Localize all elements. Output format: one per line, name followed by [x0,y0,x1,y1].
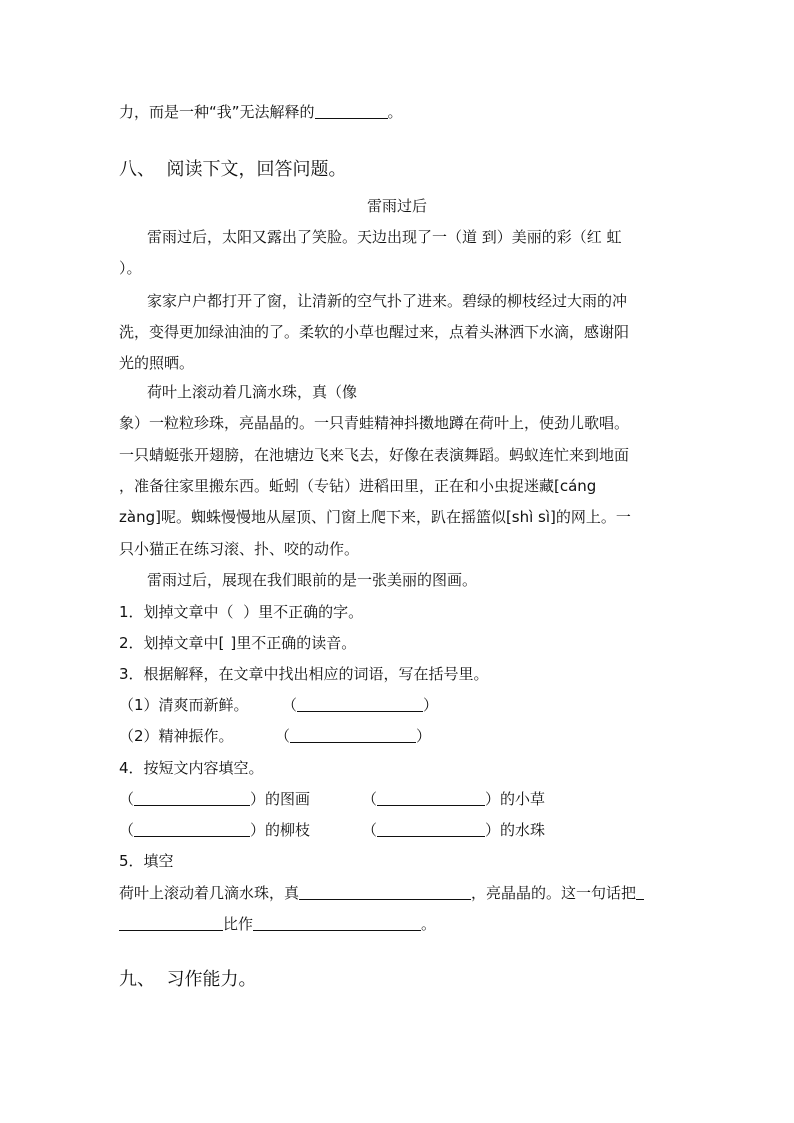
fill-label: 的柳枝 [265,821,311,839]
answer-blank[interactable] [290,727,416,743]
answer-paren [275,726,431,746]
answer-blank[interactable] [315,103,388,119]
right-paren: ） [485,790,501,808]
q5-text-end: 。 [421,915,437,933]
paragraph-2-line-2: 洗，变得更加绿油油的了。柔软的小草也醒过来，点着头淋洒下水滴，感谢阳 [119,323,630,341]
paragraph-3-line-5: zàng]呢。蜘蛛慢慢地从屋顶、门窗上爬下来，趴在摇篮似[shì sì]的网上。一 [119,508,631,526]
section-8-heading: 八、 阅读下文，回答问题。 [119,159,347,180]
answer-paren [282,695,438,715]
answer-blank[interactable] [636,884,644,900]
answer-blank[interactable] [377,790,485,806]
question-4: 4．按短文内容填空。 [119,759,264,777]
paragraph-2-line-3: 光的照晒。 [119,354,195,372]
paragraph-1-line-2: ）。 [119,259,142,277]
question-2-text: 2．划掉文章中[ [119,634,225,652]
answer-blank[interactable] [377,821,485,837]
paragraph-3-line-6: 只小猫正在练习滚、扑、咬的动作。 [119,540,360,558]
left-paren: （ [282,696,298,714]
paragraph-1-line-1: 雷雨过后，太阳又露出了笑脸。天边出现了一（道 到）美丽的彩（红 虹 [147,228,622,246]
fill-row-1-right [362,789,545,809]
paragraph-3-line-4: ，准备往家里搬东西。蚯蚓（专钻）进稻田里，正在和小虫捉迷藏[cáng [119,477,597,495]
question-2-text-end: ]里不正确的读音。 [230,634,357,652]
left-paren: （ [362,790,378,808]
fill-label: 的小草 [500,790,546,808]
continued-line [119,102,403,122]
fill-row-1 [119,789,310,809]
question-1: 1．划掉文章中（ ）里不正确的字。 [119,603,364,621]
q5-text-mid: ，亮晶晶的。这一句话把 [471,884,637,902]
fill-row-2 [119,820,310,840]
right-paren: ） [423,696,439,714]
paragraph-4: 雷雨过后，展现在我们眼前的是一张美丽的图画。 [147,571,478,589]
answer-blank[interactable] [119,915,223,931]
left-paren: （ [275,727,291,745]
answer-blank[interactable] [299,884,471,900]
question-3-item-2: （2）精神振作。 [119,727,234,745]
left-paren: （ [362,821,378,839]
line-end: 。 [387,103,403,121]
right-paren: ） [250,790,266,808]
q5-text: 荷叶上滚动着几滴水珠，真 [119,884,300,902]
answer-blank[interactable] [297,696,423,712]
question-3-item-1: （1）清爽而新鲜。 [119,696,249,714]
answer-blank[interactable] [253,915,421,931]
answer-blank[interactable] [134,821,250,837]
passage-title: 雷雨过后 [366,197,427,215]
left-paren: （ [119,821,135,839]
right-paren: ） [250,821,266,839]
question-5-line-1 [119,883,644,903]
question-5-line-2 [119,914,436,934]
fill-row-2-right [362,820,545,840]
paragraph-2-line-1: 家家户户都打开了窗，让清新的空气扑了进来。碧绿的柳枝经过大雨的冲 [147,292,628,310]
paragraph-3-line-3: 一只蜻蜓张开翅膀，在池塘边飞来飞去，好像在表演舞蹈。蚂蚁连忙来到地面 [119,446,630,464]
answer-blank[interactable] [134,790,250,806]
left-paren: （ [119,790,135,808]
question-2 [119,633,356,653]
paragraph-3-line-1: 荷叶上滚动着几滴水珠，真（像 [147,383,358,401]
right-paren: ） [485,821,501,839]
paragraph-3-line-2: 象）一粒粒珍珠，亮晶晶的。一只青蛙精神抖擞地蹲在荷叶上，使劲儿歌唱。 [119,414,630,432]
q5-text-compare: 比作 [223,915,254,933]
fill-label: 的图画 [265,790,311,808]
fill-label: 的水珠 [500,821,546,839]
section-9-heading: 九、 习作能力。 [119,969,257,990]
line-text: 力，而是一种“我”无法解释的 [119,103,315,121]
question-5: 5．填空 [119,852,174,870]
right-paren: ） [416,727,432,745]
question-3: 3．根据解释，在文章中找出相应的词语，写在括号里。 [119,665,489,683]
